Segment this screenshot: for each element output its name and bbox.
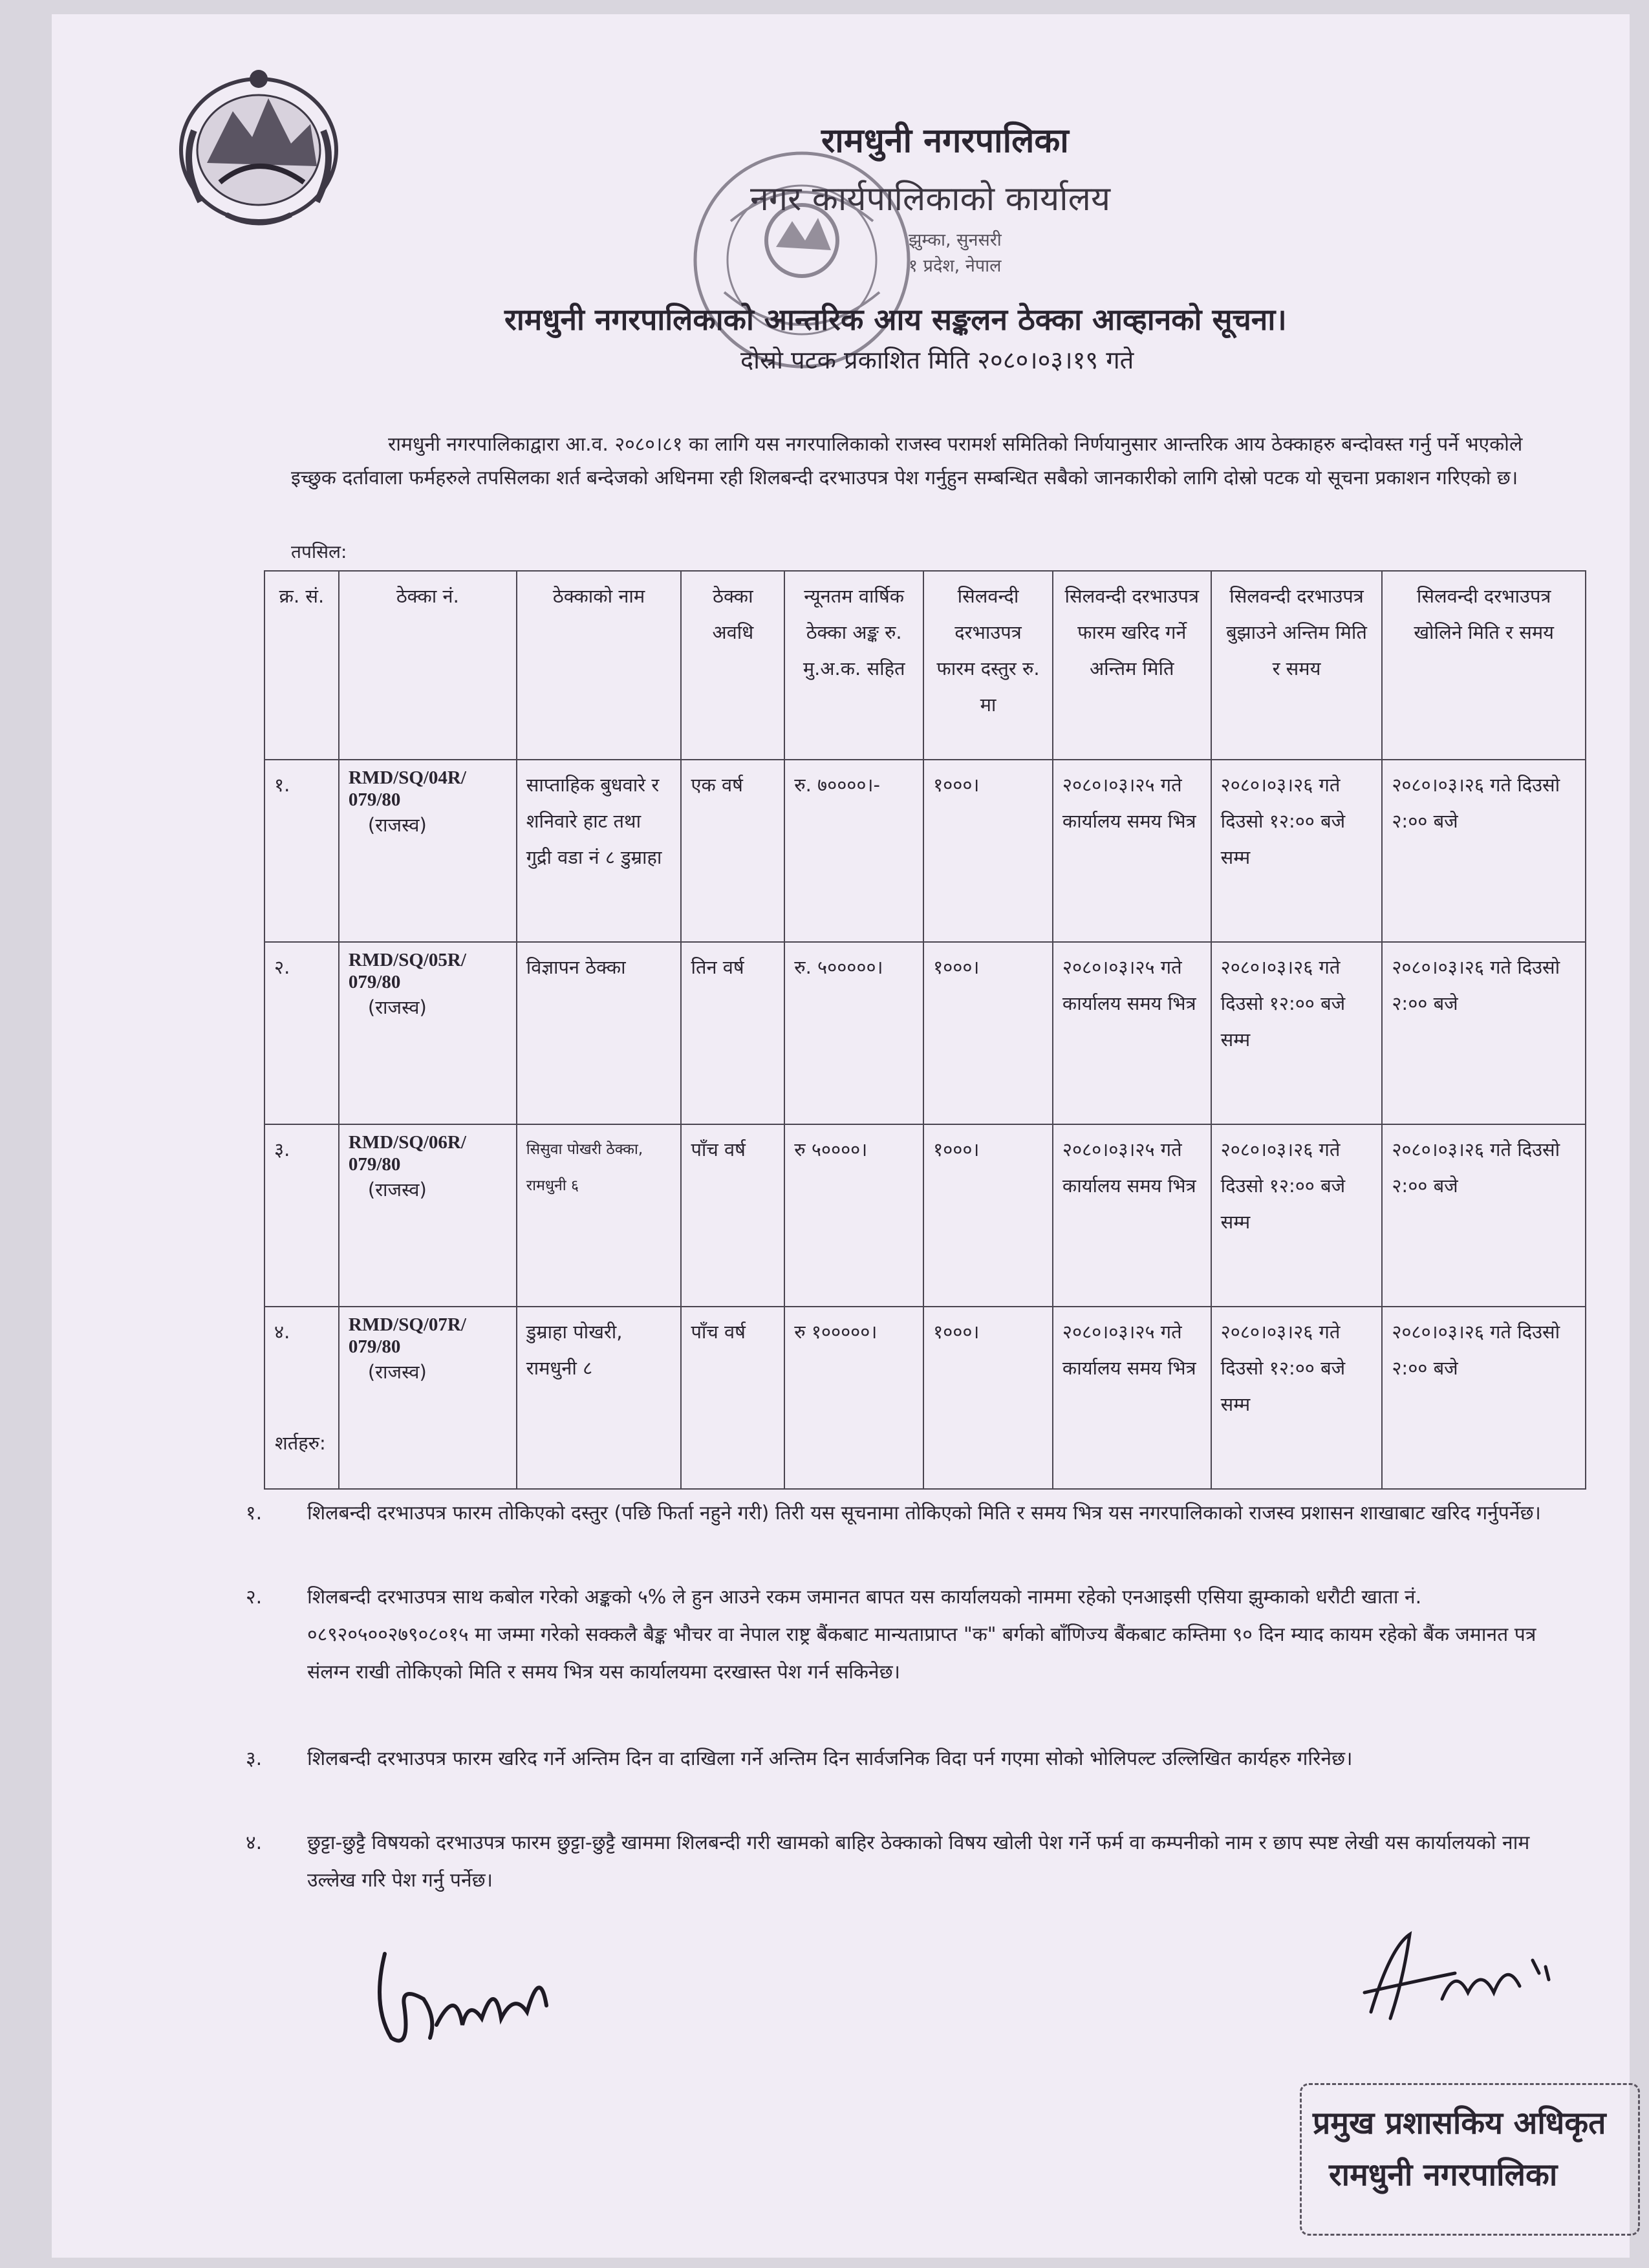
cell-sn: ४. bbox=[264, 1307, 339, 1489]
cell-code bbox=[339, 1307, 517, 1489]
cell-purchase-deadline: २०८०।०३।२५ गते कार्यालय समय भित्र bbox=[1053, 942, 1211, 1124]
table-row bbox=[264, 1124, 1586, 1307]
address-place: झुम्का, सुनसरी bbox=[909, 230, 1002, 250]
office-name: नगर कार्यपालिकाको कार्यालय bbox=[750, 180, 1111, 219]
table-row bbox=[264, 942, 1586, 1124]
condition-number: १. bbox=[246, 1502, 263, 1524]
cell-submit-deadline: २०८०।०३।२६ गते दिउसो १२:०० बजे सम्म bbox=[1211, 942, 1383, 1124]
col-header-name: ठेक्काको नाम bbox=[517, 571, 682, 760]
intro-paragraph: रामधुनी नगरपालिकाद्वारा आ.व. २०८०।८१ का लागि यस नगरपालिकाको राजस्व परामर्श समितिको निर्णयानुसार आन्तरिक आय ठेक्काहरु बन्दोवस्त गर्नु पर्ने भएकोले इच्छुक दर्तावाला फर्महरुले तपसिलका शर्त बन्देजको अधिनमा रही शिलबन्दी दरभाउपत्र पेश गर्नुहुन सम्बन्धित सबैको जानकारीको लागि दोस्रो पटक यो सूचना प्रकाशन गरिएको छ। bbox=[291, 433, 1523, 489]
condition-item bbox=[246, 1740, 1558, 1778]
office-seal-stamp bbox=[685, 144, 918, 376]
cell-fee: १०००। bbox=[923, 1124, 1053, 1307]
cell-fee: १०००। bbox=[923, 1307, 1053, 1489]
cell-min-amount: रु ५००००। bbox=[784, 1124, 923, 1307]
cell-duration: पाँच वर्ष bbox=[681, 1124, 784, 1307]
cell-opening: २०८०।०३।२६ गते दिउसो २:०० बजे bbox=[1382, 1307, 1586, 1489]
left-signature bbox=[365, 1928, 572, 2057]
contracts-table bbox=[264, 570, 1586, 1490]
cell-fee: १०००। bbox=[923, 942, 1053, 1124]
col-header-fee: सिलवन्दी दरभाउपत्र फारम दस्तुर रु. मा bbox=[923, 571, 1053, 760]
cell-name: विज्ञापन ठेक्का bbox=[517, 942, 682, 1124]
cell-opening: २०८०।०३।२६ गते दिउसो २:०० बजे bbox=[1382, 942, 1586, 1124]
cell-opening: २०८०।०३।२६ गते दिउसो २:०० बजे bbox=[1382, 1124, 1586, 1307]
condition-text: शिलबन्दी दरभाउपत्र फारम तोकिएको दस्तुर (पछि फिर्ता नहुने गरी) तिरी यस सूचनामा तोकिएको मिति र समय भित्र यस नगरपालिकाको राजस्व प्रशासन शाखाबाट खरिद गर्नुपर्नेछ। bbox=[307, 1502, 1541, 1524]
contract-code-note: (राजस्व) bbox=[367, 1179, 427, 1201]
col-header-purchase-deadline: सिलवन्दी दरभाउपत्र फारम खरिद गर्ने अन्तिम मिति bbox=[1053, 571, 1211, 760]
cell-min-amount: रु. ५०००००। bbox=[784, 942, 923, 1124]
col-header-opening: सिलवन्दी दरभाउपत्र खोलिने मिति र समय bbox=[1382, 571, 1586, 760]
condition-item bbox=[246, 1824, 1558, 1899]
cell-submit-deadline: २०८०।०३।२६ गते दिउसो १२:०० बजे सम्म bbox=[1211, 1307, 1383, 1489]
cell-sn: १. bbox=[264, 760, 339, 942]
cell-purchase-deadline: २०८०।०३।२५ गते कार्यालय समय भित्र bbox=[1053, 1124, 1211, 1307]
cell-name: डुम्राहा पोखरी, रामधुनी ८ bbox=[517, 1307, 682, 1489]
table-row bbox=[264, 1307, 1586, 1489]
col-header-sn: क्र. सं. bbox=[264, 571, 339, 760]
notice-title: रामधुनी नगरपालिकाको आन्तरिक आय सङ्कलन ठेक्का आव्हानको सूचना। bbox=[504, 302, 1287, 337]
cell-name: साप्ताहिक बुधवारे र शनिवारे हाट तथा गुद्री वडा नं ८ डुम्राहा bbox=[517, 760, 682, 942]
cell-submit-deadline: २०८०।०३।२६ गते दिउसो १२:०० बजे सम्म bbox=[1211, 760, 1383, 942]
cell-fee: १०००। bbox=[923, 760, 1053, 942]
conditions-label: शर्तहरु: bbox=[275, 1432, 326, 1454]
notice-subtitle: दोस्रो पटक प्रकाशित मिति २०८०।०३।१९ गते bbox=[740, 346, 1134, 374]
col-header-duration: ठेक्का अवधि bbox=[681, 571, 784, 760]
table-label: तपसिल: bbox=[291, 541, 347, 562]
table-header-row bbox=[264, 571, 1586, 760]
condition-item bbox=[246, 1579, 1558, 1691]
condition-text: शिलबन्दी दरभाउपत्र साथ कबोल गरेको अङ्कको ५% ले हुन आउने रकम जमानत बापत यस कार्यालयको नाममा रहेको एनआइसी एसिया झुम्काको धरौटी खाता नं. ०८९२०५००२७९०८०१५ मा जम्मा गरेको सक्कलै बैङ्क भौचर वा नेपाल राष्ट्र बैंकबाट मान्यताप्राप्त "क" बर्गको बाँणिज्य बैंकबाट कम्तिमा ९० दिन म्याद कायम रहेको बैंक जमानत पत्र संलग्न राखी तोकिएको मिति र समय भित्र यस कार्यालयमा दरखास्त पेश गर्न सकिनेछ। bbox=[307, 1586, 1536, 1684]
cell-sn: ३. bbox=[264, 1124, 339, 1307]
cell-purchase-deadline: २०८०।०३।२५ गते कार्यालय समय भित्र bbox=[1053, 760, 1211, 942]
cell-duration: तिन वर्ष bbox=[681, 942, 784, 1124]
cell-duration: पाँच वर्ष bbox=[681, 1307, 784, 1489]
stamp-municipality: रामधुनी नगरपालिका bbox=[1329, 2157, 1558, 2193]
notice-page bbox=[52, 14, 1630, 2258]
table-row bbox=[264, 760, 1586, 942]
contract-code: RMD/SQ/07R/ 079/80 bbox=[348, 1314, 466, 1357]
cell-code bbox=[339, 942, 517, 1124]
cell-sn: २. bbox=[264, 942, 339, 1124]
contract-code-note: (राजस्व) bbox=[367, 814, 427, 836]
office-address bbox=[909, 228, 1002, 279]
contract-code: RMD/SQ/05R/ 079/80 bbox=[348, 950, 466, 992]
condition-number: ४. bbox=[246, 1832, 263, 1854]
address-province: १ प्रदेश, नेपाल bbox=[909, 256, 1002, 276]
contract-code-note: (राजस्व) bbox=[367, 1361, 427, 1383]
cell-duration: एक वर्ष bbox=[681, 760, 784, 942]
cell-purchase-deadline: २०८०।०३।२५ गते कार्यालय समय भित्र bbox=[1053, 1307, 1211, 1489]
condition-text: शिलबन्दी दरभाउपत्र फारम खरिद गर्ने अन्तिम दिन वा दाखिला गर्ने अन्तिम दिन सार्वजनिक विदा पर्न गएमा सोको भोलिपल्ट उल्लिखित कार्यहरु गरिनेछ। bbox=[307, 1748, 1353, 1770]
municipality-name: रामधुनी नगरपालिका bbox=[821, 122, 1069, 160]
contract-code: RMD/SQ/06R/ 079/80 bbox=[348, 1132, 466, 1175]
cell-code bbox=[339, 760, 517, 942]
condition-number: २. bbox=[246, 1586, 263, 1609]
nepal-emblem-icon bbox=[155, 53, 362, 234]
contract-code: RMD/SQ/04R/ 079/80 bbox=[348, 767, 466, 810]
cell-min-amount: रु. ७००००।- bbox=[784, 760, 923, 942]
stamp-designation: प्रमुख प्रशासकिय अधिकृत bbox=[1313, 2105, 1606, 2141]
cell-name: सिसुवा पोखरी ठेक्का, रामधुनी ६ bbox=[517, 1124, 682, 1307]
cell-min-amount: रु १०००००। bbox=[784, 1307, 923, 1489]
contract-code-note: (राजस्व) bbox=[367, 996, 427, 1018]
col-header-submit-deadline: सिलवन्दी दरभाउपत्र बुझाउने अन्तिम मिति र समय bbox=[1211, 571, 1383, 760]
col-header-min-amount: न्यूनतम वार्षिक ठेक्का अङ्क रु. मु.अ.क. सहित bbox=[784, 571, 923, 760]
condition-text: छुट्टा-छुट्टै विषयको दरभाउपत्र फारम छुट्टा-छुट्टै खाममा शिलबन्दी गरी खामको बाहिर ठेक्काको विषय खोली पेश गर्ने फर्म वा कम्पनीको नाम र छाप स्पष्ट लेखी यस कार्यालयको नाम उल्लेख गरि पेश गर्नु पर्नेछ। bbox=[307, 1832, 1530, 1892]
cell-submit-deadline: २०८०।०३।२६ गते दिउसो १२:०० बजे सम्म bbox=[1211, 1124, 1383, 1307]
col-header-code: ठेक्का नं. bbox=[339, 571, 517, 760]
cell-opening: २०८०।०३।२६ गते दिउसो २:०० बजे bbox=[1382, 760, 1586, 942]
cell-code bbox=[339, 1124, 517, 1307]
right-signature bbox=[1345, 1921, 1558, 2031]
condition-item bbox=[246, 1495, 1558, 1532]
condition-number: ३. bbox=[246, 1748, 263, 1770]
